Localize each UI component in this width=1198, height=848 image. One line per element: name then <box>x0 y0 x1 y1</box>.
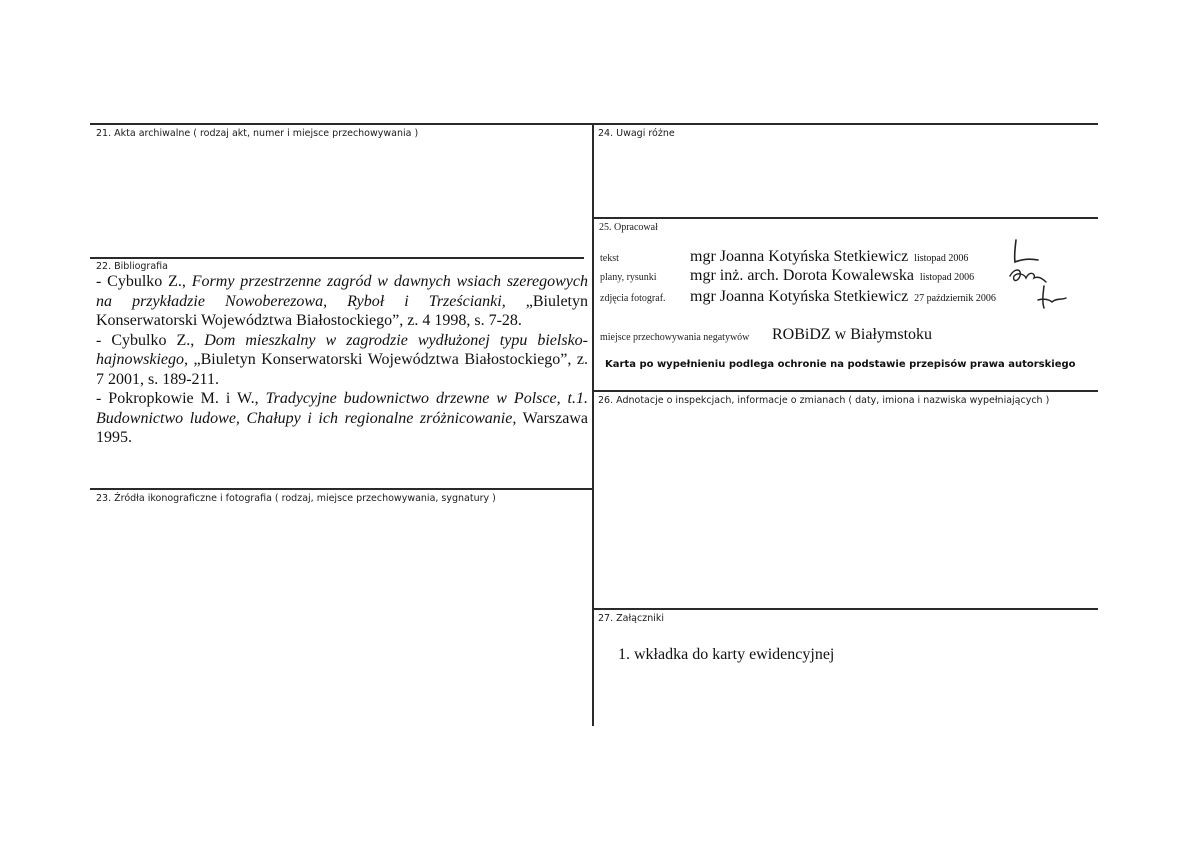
signature-initials-2 <box>1008 264 1048 286</box>
entry-author: - Cybulko Z., <box>96 273 192 290</box>
section-24-label: 24. Uwagi różne <box>598 128 675 139</box>
rule-left-23 <box>90 488 594 490</box>
entry-author: - Pokropkowie M. i W., <box>96 390 266 407</box>
credit-name-photos <box>690 288 996 306</box>
bibliography-entry <box>96 272 588 331</box>
section-21-label: 21. Akta archiwalne ( rodzaj akt, numer i miejsce przechowywania ) <box>96 128 419 139</box>
credit-role-plans: plany, rysunki <box>600 272 657 283</box>
section-26-label: 26. Adnotacje o inspekcjach, informacje o zmianach ( daty, imiona i nazwiska wypełniających ) <box>598 395 1050 406</box>
credit-author: mgr inż. arch. Dorota Kowalewska <box>690 267 914 284</box>
credit-date: 27 październik 2006 <box>914 293 996 304</box>
section-22-label: 22. Bibliografia <box>96 261 168 272</box>
credit-name-text <box>690 248 968 266</box>
column-divider <box>592 123 594 726</box>
entry-source: „Biuletyn Konserwatorski Województwa Białostockiego”, z. 7 2001, s. 189-211. <box>96 351 588 388</box>
negatives-label: miejsce przechowywania negatywów <box>600 332 750 343</box>
credit-name-plans <box>690 267 974 285</box>
rule-right-27 <box>592 608 1098 610</box>
credit-date: listopad 2006 <box>919 272 975 283</box>
section-25-label: 25. Opracował <box>599 222 658 233</box>
credit-date: listopad 2006 <box>914 253 969 264</box>
credit-author: mgr Joanna Kotyńska Stetkiewicz <box>690 248 909 265</box>
credit-author: mgr Joanna Kotyńska Stetkiewicz <box>690 288 909 305</box>
entry-source: „Biuletyn Konserwatorski Województwa Białostockiego”, z. 4 1998, s. 7-28. <box>96 292 588 329</box>
entry-title: Tradycyjne budownictwo drzewne w Polsce, t.1. Budownictwo ludowe, Chałupy i ich regionalne zróżnicowanie, <box>96 390 589 427</box>
entry-author: - Cybulko Z., <box>96 331 205 349</box>
rule-right-25 <box>592 217 1098 219</box>
negatives-value: ROBiDZ w Białymstoku <box>772 326 933 343</box>
bibliography <box>96 272 588 448</box>
rule-right-26 <box>592 390 1098 392</box>
rule-left-22 <box>90 257 584 259</box>
section-23-label: 23. Źródła ikonograficzne i fotografia ( rodzaj, miejsce przechowywania, sygnatury ) <box>96 493 496 504</box>
rule-top <box>90 123 1098 125</box>
entry-source: Warszawa 1995. <box>96 409 588 446</box>
entry-title: Dom mieszkalny w zagrodzie wydłużonej typu bielsko-hajnowskiego, <box>96 331 589 368</box>
section-27-label: 27. Załączniki <box>598 613 664 624</box>
signature-initials-3 <box>1036 284 1068 312</box>
credit-role-photos: zdjęcia fotograf. <box>600 293 666 304</box>
bibliography-entry <box>96 389 588 448</box>
bibliography-entry <box>96 331 588 390</box>
copyright-note: Karta po wypełnieniu podlega ochronie na podstawie przepisów prawa autorskiego <box>605 359 1076 370</box>
attachment-item: 1. wkładka do karty ewidencyjnej <box>618 646 835 663</box>
credit-role-text: tekst <box>600 253 619 264</box>
entry-title: Formy przestrzenne zagród w dawnych wsiach szeregowych na przykładzie Nowoberezowa, Ryboł i Trześcianki, <box>96 273 588 310</box>
